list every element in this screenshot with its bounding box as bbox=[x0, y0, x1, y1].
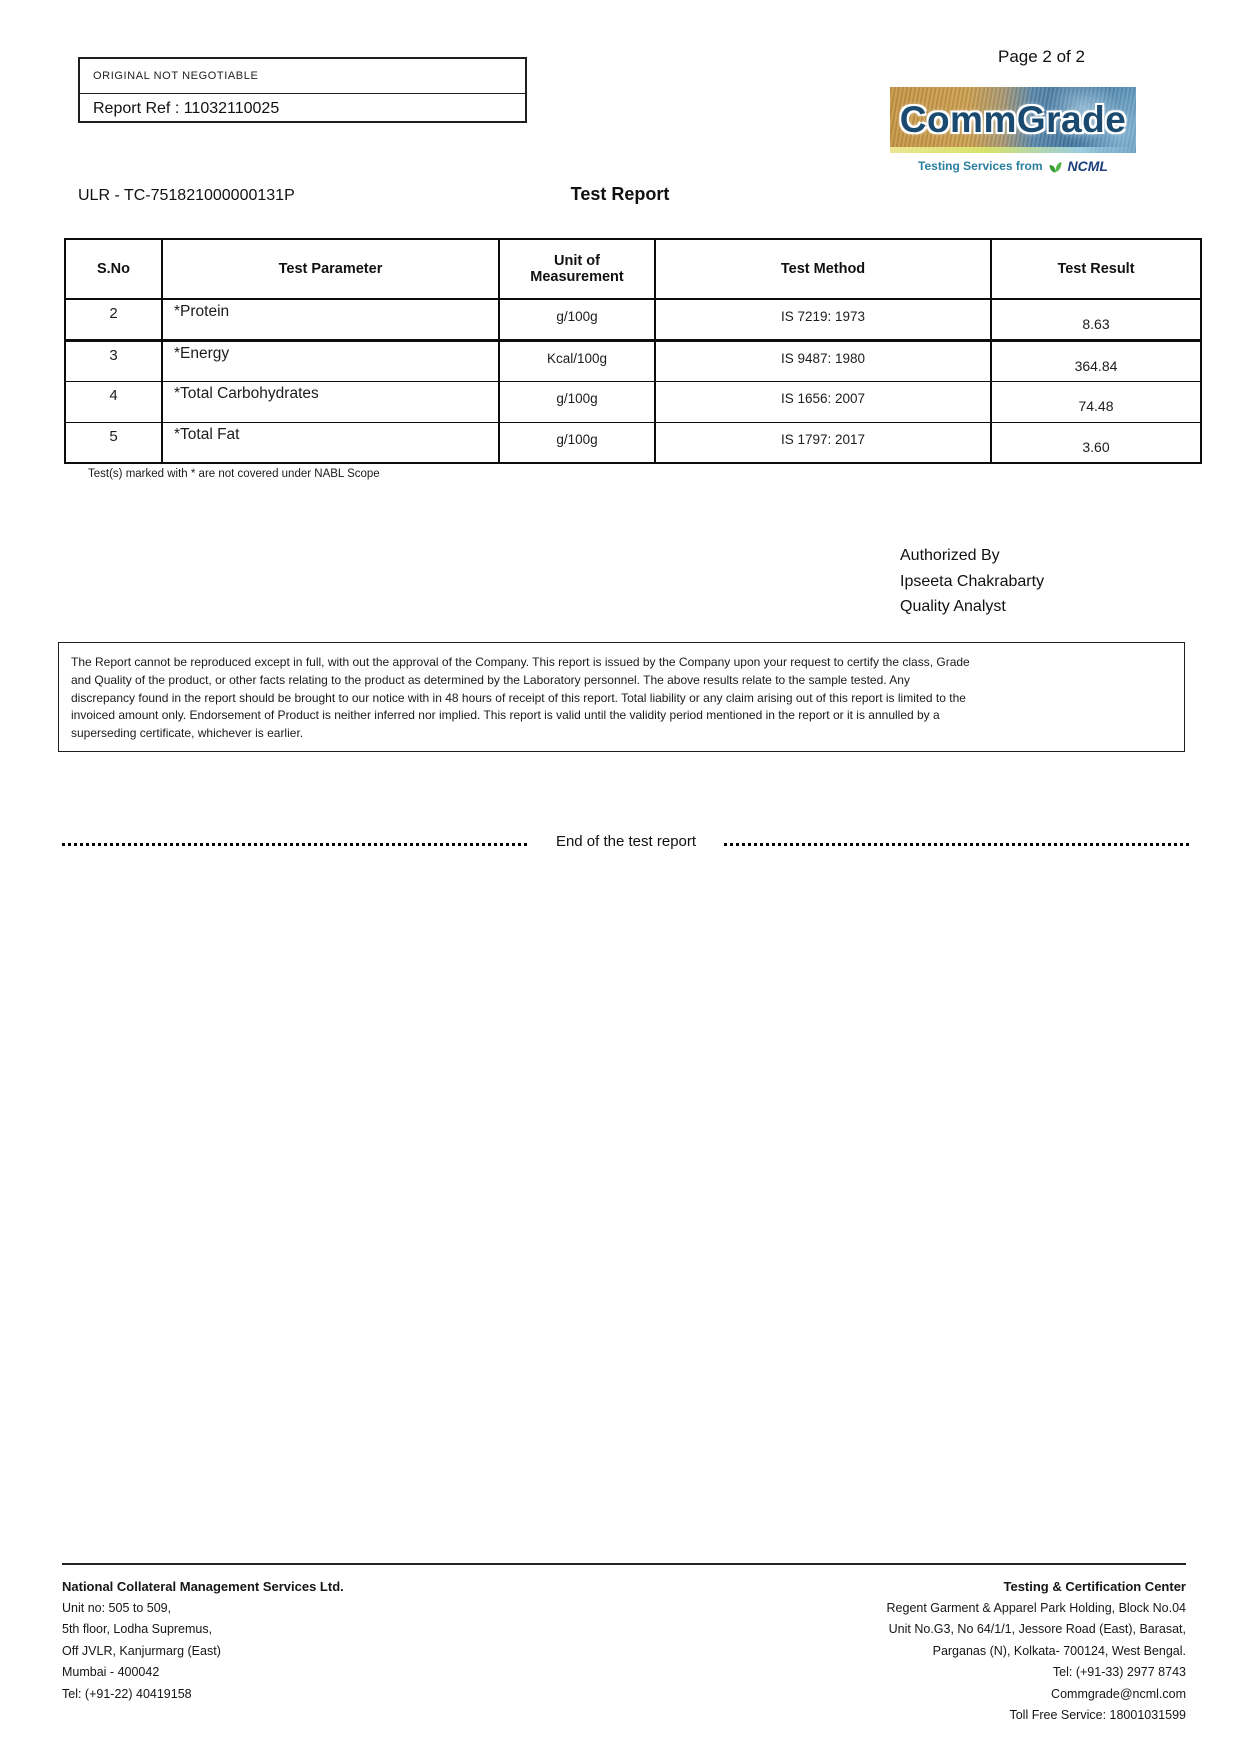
col-header-sno: S.No bbox=[65, 239, 162, 299]
cell-method: IS 9487: 1980 bbox=[655, 340, 991, 381]
footer-address-line: Parganas (N), Kolkata- 700124, West Bengal. bbox=[932, 1643, 1186, 1658]
table-header-row bbox=[65, 239, 1201, 299]
page-number: Page 2 of 2 bbox=[998, 47, 1085, 66]
disclaimer-line: and Quality of the product, or other facts relating to the product as determined by the Laboratory personnel. The above results relate to the sample tested. Any bbox=[71, 672, 910, 687]
cell-result: 8.63 bbox=[991, 299, 1201, 340]
table-row bbox=[65, 299, 1201, 340]
disclaimer-line: The Report cannot be reproduced except in full, with out the approval of the Company. This report is issued by the Company upon your request to certify the class, Grade bbox=[71, 655, 970, 669]
nabl-footnote: Test(s) marked with * are not covered under NABL Scope bbox=[88, 468, 380, 480]
authorized-by-role: Quality Analyst bbox=[900, 598, 1006, 615]
cell-method: IS 7219: 1973 bbox=[655, 299, 991, 340]
test-results-table bbox=[64, 238, 1200, 464]
footer-address-line: Unit No.G3, No 64/1/1, Jessore Road (East), Barasat, bbox=[888, 1622, 1186, 1636]
footer-company-name: National Collateral Management Services Ltd. bbox=[62, 1579, 344, 1594]
footer-phone: Tel: (+91-22) 40419158 bbox=[62, 1686, 192, 1701]
footer-address-line: Off JVLR, Kanjurmarg (East) bbox=[62, 1643, 221, 1658]
page-title: Test Report bbox=[570, 184, 670, 204]
footer-center-name: Testing & Certification Center bbox=[1003, 1579, 1186, 1594]
commgrade-logo-text: CommGrade bbox=[899, 99, 1127, 140]
footer-address-line: 5th floor, Lodha Supremus, bbox=[62, 1622, 213, 1636]
cell-method: IS 1656: 2007 bbox=[655, 381, 991, 422]
footer-address-line: Mumbai - 400042 bbox=[62, 1665, 160, 1679]
commgrade-logo bbox=[890, 87, 1136, 153]
table-row bbox=[65, 381, 1201, 422]
ncml-sprout-icon bbox=[1048, 159, 1063, 174]
end-of-report-row bbox=[62, 833, 1190, 850]
authorized-by-name: Ipseeta Chakrabarty bbox=[900, 572, 1045, 590]
cell-unit: g/100g bbox=[499, 381, 655, 422]
cell-sno: 5 bbox=[65, 422, 162, 463]
footer-center-address bbox=[887, 1576, 1186, 1727]
end-of-report-label: End of the test report bbox=[555, 833, 697, 850]
footer-phone: Tel: (+91-33) 2977 8743 bbox=[1052, 1665, 1186, 1679]
cell-sno: 2 bbox=[65, 299, 162, 340]
ulr-number: ULR - TC-751821000000131P bbox=[78, 187, 295, 204]
cell-sno: 4 bbox=[65, 381, 162, 422]
dashed-divider-right bbox=[724, 843, 1190, 846]
tagline-text: Testing Services from bbox=[918, 159, 1043, 173]
footer-company-address bbox=[62, 1576, 344, 1705]
footer-divider bbox=[62, 1563, 1186, 1565]
logo-tagline bbox=[890, 158, 1136, 174]
cell-method: IS 1797: 2017 bbox=[655, 422, 991, 463]
footer-address-line: Regent Garment & Apparel Park Holding, Block No.04 bbox=[886, 1600, 1186, 1615]
ncml-logo-text: NCML bbox=[1067, 158, 1108, 174]
disclaimer-line: superseding certificate, whichever is earlier. bbox=[71, 726, 304, 741]
dashed-divider-left bbox=[62, 843, 528, 846]
col-header-unit: Unit of Measurement bbox=[499, 239, 655, 299]
disclaimer-line: discrepancy found in the report should be brought to our notice with in 48 hours of receipt of this report. Total liability or any claim arising out of this report is limited to the bbox=[71, 690, 966, 705]
table-row bbox=[65, 422, 1201, 463]
cell-parameter: *Total Carbohydrates bbox=[162, 381, 499, 422]
col-header-parameter: Test Parameter bbox=[162, 239, 499, 299]
report-ref-box bbox=[78, 57, 527, 123]
original-not-negotiable-label: ORIGINAL NOT NEGOTIABLE bbox=[80, 59, 525, 94]
cell-unit: g/100g bbox=[499, 422, 655, 463]
footer-email: Commgrade@ncml.com bbox=[1051, 1686, 1186, 1701]
cell-parameter: *Protein bbox=[162, 299, 499, 340]
col-header-result: Test Result bbox=[991, 239, 1201, 299]
cell-parameter: *Total Fat bbox=[162, 422, 499, 463]
cell-parameter: *Energy bbox=[162, 340, 499, 381]
cell-sno: 3 bbox=[65, 340, 162, 381]
cell-unit: g/100g bbox=[499, 299, 655, 340]
cell-unit: Kcal/100g bbox=[499, 340, 655, 381]
cell-result: 3.60 bbox=[991, 422, 1201, 463]
cell-result: 364.84 bbox=[991, 340, 1201, 381]
footer-tollfree: Toll Free Service: 18001031599 bbox=[1009, 1708, 1186, 1722]
authorized-by-label: Authorized By bbox=[900, 547, 1000, 564]
col-header-method: Test Method bbox=[655, 239, 991, 299]
report-ref-value: Report Ref : 11032110025 bbox=[93, 99, 280, 117]
footer-address-line: Unit no: 505 to 509, bbox=[62, 1600, 172, 1615]
disclaimer-box bbox=[58, 642, 1185, 752]
table-row bbox=[65, 340, 1201, 381]
disclaimer-line: invoiced amount only. Endorsement of Product is neither inferred nor implied. This report is valid until the validity period mentioned in the report or it is annulled by a bbox=[71, 708, 940, 723]
authorized-by-block bbox=[900, 543, 1044, 620]
cell-result: 74.48 bbox=[991, 381, 1201, 422]
